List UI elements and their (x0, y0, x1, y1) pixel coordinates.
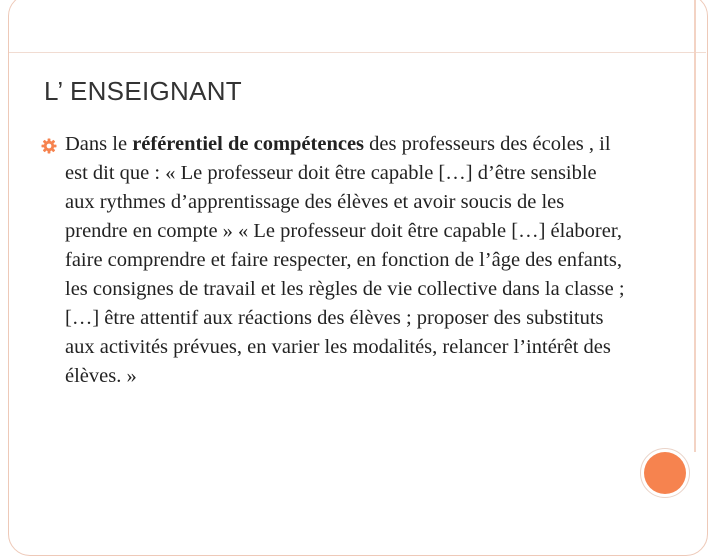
text-run: des professeurs des écoles , il est dit que : « Le professeur doit être capable […] d’être sensible aux rythmes d’apprentissage des élèves et avoir soucis de les prendre en compte » « Le professeur doit être capable […] élaborer, faire comprendre et faire respecter, en fonction de l’âge des enfants, les consignes de travail et les règles de vie collective dans la classe ; […] être attentif aux réactions des élèves ; proposer des substituts aux activités prévues, en varier les modalités, relancer l’intérêt des élèves. » (65, 133, 625, 387)
gear-bullet-icon (41, 138, 57, 154)
decorative-vertical-line (694, 0, 696, 452)
bullet-text (65, 130, 625, 391)
bold-term: référentiel de compétences (132, 133, 365, 155)
text-run: Dans le (65, 133, 133, 155)
title-divider (9, 52, 706, 53)
decorative-orange-circle (644, 452, 686, 494)
slide-title: L’ ENSEIGNANT (44, 76, 242, 106)
